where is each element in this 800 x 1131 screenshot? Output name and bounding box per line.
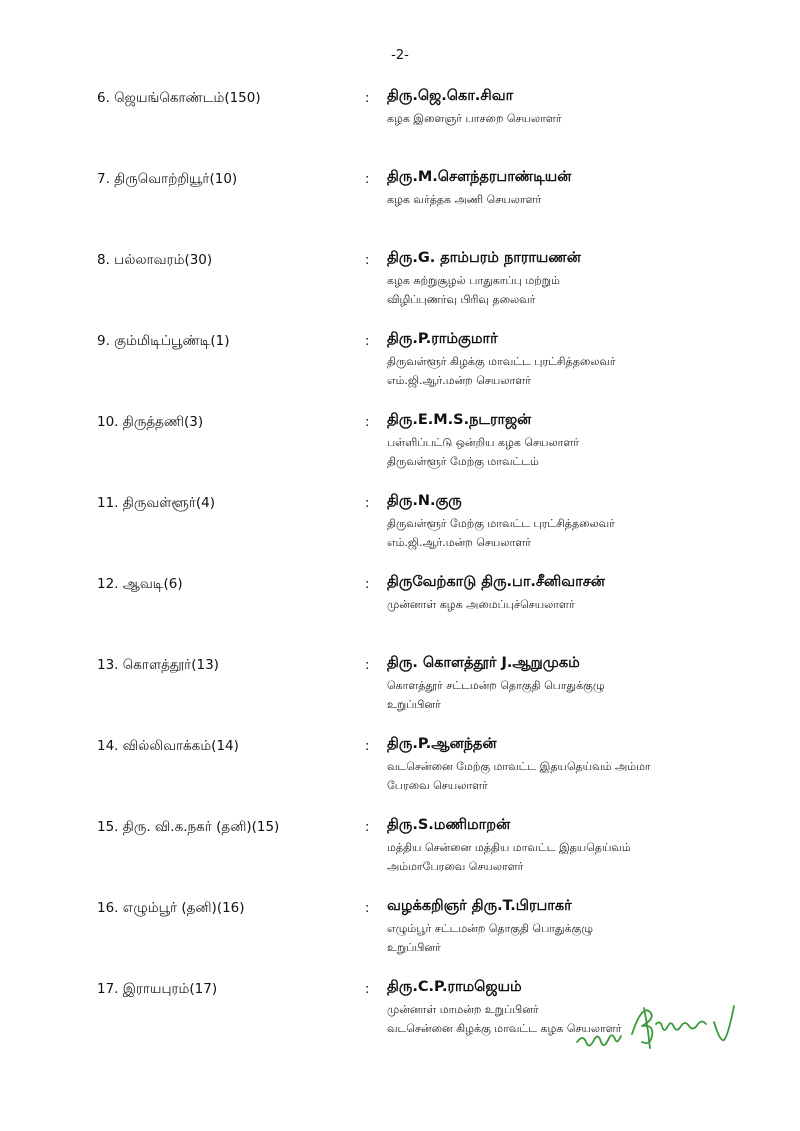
candidate-designation — [387, 757, 747, 795]
list-item — [0, 898, 800, 979]
separator: : — [365, 253, 370, 268]
candidate-designation — [387, 514, 747, 552]
separator: : — [365, 496, 370, 511]
constituency-label: 8. பல்லாவரம்(30) — [97, 252, 213, 268]
designation-line: கழக இளைஞர் பாசறை செயலாளர் — [387, 112, 562, 125]
candidate-designation — [387, 919, 747, 957]
candidate-designation — [387, 271, 747, 309]
constituency-label: 15. திரு. வி.க.நகர் (தனி)(15) — [97, 819, 280, 835]
candidate-designation — [387, 838, 747, 876]
separator: : — [365, 334, 370, 349]
list-item — [0, 88, 800, 169]
signature-stroke — [656, 1022, 706, 1031]
candidate-name: திரு.M.சௌந்தரபாண்டியன் — [387, 169, 572, 185]
candidate-name: திரு.P.ராம்குமார் — [387, 331, 498, 347]
candidate-designation — [387, 676, 747, 714]
designation-line: உறுப்பினர் — [387, 698, 441, 711]
designation-line: கழக வர்த்தக அணி செயலாளர் — [387, 193, 542, 206]
candidate-name: வழக்கறிஞர் திரு.T.பிரபாகர் — [387, 898, 572, 914]
candidate-designation — [387, 352, 747, 390]
separator: : — [365, 982, 370, 997]
list-item — [0, 493, 800, 574]
constituency-label: 6. ஜெயங்கொண்டம்(150) — [97, 90, 261, 106]
candidate-list — [0, 88, 800, 1060]
list-item — [0, 250, 800, 331]
candidate-name: திரு.ஜெ.கொ.சிவா — [387, 88, 514, 104]
separator: : — [365, 577, 370, 592]
candidate-designation — [387, 433, 747, 471]
list-item — [0, 574, 800, 655]
signature-stroke — [714, 1006, 734, 1040]
candidate-name: திரு.P.ஆனந்தன் — [387, 736, 497, 752]
constituency-label: 17. இராயபுரம்(17) — [97, 981, 218, 997]
separator: : — [365, 820, 370, 835]
designation-line: எழும்பூர் சட்டமன்ற தொகுதி பொதுக்குழு — [387, 922, 594, 935]
designation-line: திருவள்ளூர் மேற்கு மாவட்ட புரட்சித்தலைவர் — [387, 517, 615, 530]
candidate-designation — [387, 109, 747, 128]
list-item — [0, 412, 800, 493]
designation-line: பேரவை செயலாளர் — [387, 779, 488, 792]
designation-line: பள்ளிப்பட்டு ஒன்றிய கழக செயலாளர் — [387, 436, 580, 449]
constituency-label: 16. எழும்பூர் (தனி)(16) — [97, 900, 245, 916]
constituency-label: 11. திருவள்ளூர்(4) — [97, 495, 215, 511]
candidate-designation — [387, 190, 747, 209]
constituency-label: 12. ஆவடி(6) — [97, 576, 183, 592]
signature-stroke — [644, 1008, 650, 1048]
candidate-name: திரு.S.மணிமாறன் — [387, 817, 511, 833]
designation-line: எம்.ஜி.ஆர்.மன்ற செயலாளர் — [387, 536, 531, 549]
page-number: -2- — [391, 48, 409, 63]
separator: : — [365, 415, 370, 430]
handwritten-signature — [572, 1002, 742, 1062]
designation-line: அம்மாபேரவை செயலாளர் — [387, 860, 524, 873]
list-item — [0, 736, 800, 817]
designation-line: மத்திய சென்னை மத்திய மாவட்ட இதயதெய்வம் — [387, 841, 631, 854]
candidate-name: திரு.C.P.ராமஜெயம் — [387, 979, 522, 995]
signature-stroke — [577, 1035, 621, 1045]
designation-line: விழிப்புணர்வு பிரிவு தலைவர் — [387, 293, 536, 306]
constituency-label: 14. வில்லிவாக்கம்(14) — [97, 738, 239, 754]
candidate-name: திரு.E.M.S.நடராஜன் — [387, 412, 532, 428]
constituency-label: 7. திருவொற்றியூர்(10) — [97, 171, 238, 187]
list-item — [0, 169, 800, 250]
designation-line: முன்னாள் மாமன்ற உறுப்பினர் — [387, 1003, 539, 1016]
designation-line: திருவள்ளூர் கிழக்கு மாவட்ட புரட்சித்தலைவர் — [387, 355, 616, 368]
candidate-name: திருவேற்காடு திரு.பா.சீனிவாசன் — [387, 574, 605, 590]
constituency-label: 10. திருத்தணி(3) — [97, 414, 204, 430]
constituency-label: 13. கொளத்தூர்(13) — [97, 657, 219, 673]
designation-line: வடசென்னை மேற்கு மாவட்ட இதயதெய்வம் அம்மா — [387, 760, 651, 773]
constituency-label: 9. கும்மிடிப்பூண்டி(1) — [97, 333, 230, 349]
designation-line: கழக சுற்றுசூழல் பாதுகாப்பு மற்றும் — [387, 274, 560, 287]
separator: : — [365, 172, 370, 187]
list-item — [0, 655, 800, 736]
list-item — [0, 331, 800, 412]
separator: : — [365, 739, 370, 754]
designation-line: உறுப்பினர் — [387, 941, 441, 954]
candidate-name: திரு. கொளத்தூர் J.ஆறுமுகம் — [387, 655, 580, 671]
candidate-designation — [387, 595, 747, 614]
candidate-name: திரு.N.குரு — [387, 493, 462, 509]
designation-line: முன்னாள் கழக அமைப்புச்செயலாளர் — [387, 598, 575, 611]
separator: : — [365, 658, 370, 673]
list-item — [0, 817, 800, 898]
designation-line: வடசென்னை கிழக்கு மாவட்ட கழக செயலாளர் — [387, 1022, 622, 1035]
candidate-name: திரு.G. தாம்பரம் நாராயணன் — [387, 250, 581, 266]
designation-line: கொளத்தூர் சட்டமன்ற தொகுதி பொதுக்குழு — [387, 679, 605, 692]
separator: : — [365, 91, 370, 106]
designation-line: எம்.ஜி.ஆர்.மன்ற செயலாளர் — [387, 374, 531, 387]
designation-line: திருவள்ளூர் மேற்கு மாவட்டம் — [387, 455, 539, 468]
separator: : — [365, 901, 370, 916]
